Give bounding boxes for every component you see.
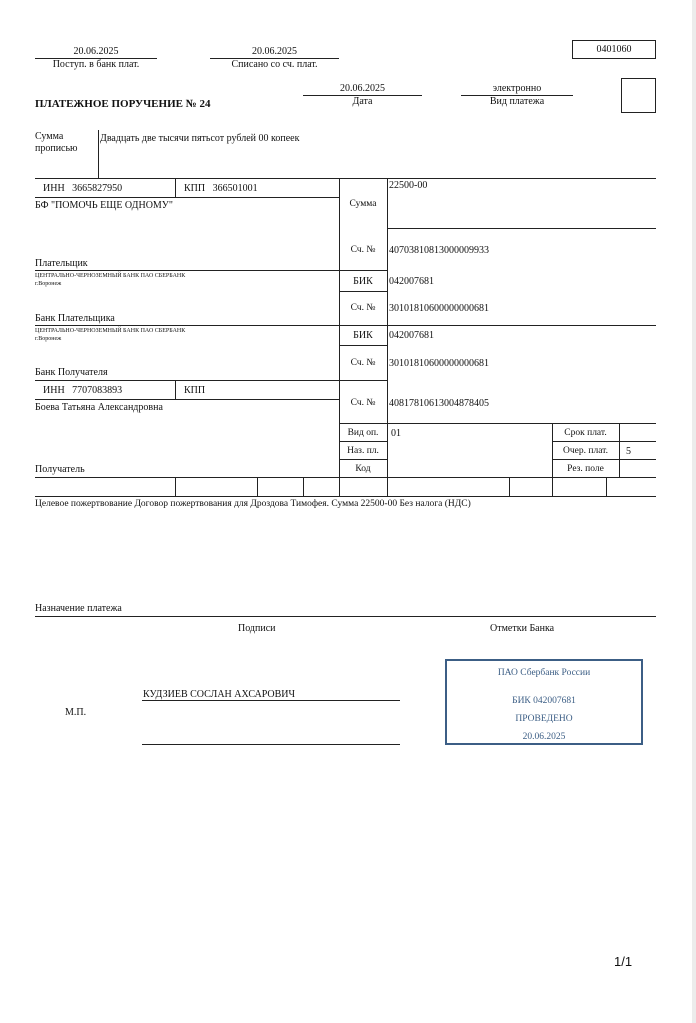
amount-words-divider	[98, 130, 99, 178]
grid-line	[339, 441, 387, 442]
purpose-code-label: Наз. пл.	[347, 446, 379, 456]
recipient-bank-label: Банк Получателя	[35, 367, 108, 378]
payer-name: БФ "ПОМОЧЬ ЕЩЕ ОДНОМУ"	[35, 200, 173, 211]
payer-kpp	[184, 183, 258, 194]
grid-line	[552, 459, 656, 460]
stamp-status: ПРОВЕДЕНО	[515, 714, 573, 724]
document-date: 20.06.2025	[340, 83, 385, 94]
grid-line	[175, 178, 176, 197]
signature-line-2	[142, 744, 400, 745]
payer-kpp-label: КПП	[184, 183, 206, 194]
recipient-inn-value: 7707083893	[72, 385, 123, 396]
form-code-box	[572, 40, 656, 59]
amount-value: 22500-00	[389, 180, 428, 191]
payer-bank-name: ЦЕНТРАЛЬНО-ЧЕРНОЗЕМНЫЙ БАНК ПАО СБЕРБАНК	[35, 273, 186, 279]
recipient-bank-city: г.Воронеж	[35, 336, 62, 342]
payer-inn-value: 3665827950	[72, 183, 123, 194]
grid-line	[35, 270, 387, 271]
payer-label: Плательщик	[35, 258, 88, 269]
amount-label: Сумма	[349, 199, 377, 209]
grid-line	[175, 477, 176, 496]
grid-line	[339, 345, 387, 346]
payer-bank-city: г.Воронеж	[35, 281, 62, 287]
purpose-label: Назначение платежа	[35, 603, 122, 614]
payment-type: электронно	[492, 83, 542, 94]
reserve-label: Рез. поле	[567, 464, 604, 474]
received-label: Поступ. в банк плат.	[52, 59, 140, 70]
payer-kpp-value: 366501001	[212, 183, 258, 194]
priority-value: 5	[626, 446, 631, 457]
code-label: Код	[355, 464, 371, 474]
bank-stamp	[445, 659, 643, 745]
op-type-label: Вид оп.	[347, 428, 379, 438]
bank-mark-box	[621, 78, 656, 113]
grid-line	[303, 477, 304, 496]
op-type-value: 01	[391, 428, 401, 439]
recipient-name: Боева Татьяна Александровна	[35, 402, 163, 413]
grid-line	[509, 477, 510, 496]
grid-line	[619, 423, 620, 477]
grid-line	[339, 291, 387, 292]
signature-line-1	[142, 700, 400, 701]
received-date: 20.06.2025	[73, 46, 119, 57]
page-counter: 1/1	[614, 954, 633, 969]
form-code: 0401060	[596, 44, 632, 55]
purpose-line	[35, 616, 656, 617]
amount-words-label-1: Сумма	[35, 131, 64, 142]
recipient-inn	[43, 385, 122, 396]
payer-account-label: Сч. №	[350, 245, 376, 255]
document-title: ПЛАТЕЖНОЕ ПОРУЧЕНИЕ № 24	[35, 98, 211, 110]
grid-line	[35, 399, 339, 400]
grid-line	[552, 441, 656, 442]
stamp-date: 20.06.2025	[522, 732, 566, 742]
grid-line	[339, 459, 387, 460]
payer-bik-label: БИК	[353, 276, 373, 287]
grid-line	[387, 228, 656, 229]
recipient-bik-value: 042007681	[389, 330, 434, 341]
payer-corr-label: Сч. №	[350, 303, 376, 313]
amount-words-value: Двадцать две тысячи пятьсот рублей 00 копеек	[100, 133, 300, 144]
stamp-bank: ПАО Сбербанк России	[497, 668, 591, 678]
priority-label: Очер. плат.	[563, 446, 608, 456]
signer-name: КУДЗИЕВ СОСЛАН АХСАРОВИЧ	[143, 689, 296, 700]
recipient-inn-label: ИНН	[43, 385, 65, 396]
payment-type-label: Вид платежа	[489, 96, 545, 107]
recipient-corr-value: 30101810600000000681	[389, 358, 489, 369]
grid-line	[175, 380, 176, 399]
recipient-account-label: Сч. №	[350, 398, 376, 408]
payer-bank-label: Банк Плательщика	[35, 313, 115, 324]
stamp-bik: БИК 042007681	[512, 696, 576, 706]
purpose-text: Целевое пожертвование Договор пожертвования для Дроздова Тимофея. Сумма 22500-00 Без налога (НДС)	[35, 499, 471, 509]
grid-line	[35, 496, 656, 497]
amount-words-label-2: прописью	[35, 143, 78, 154]
debited-label: Списано со сч. плат.	[231, 59, 318, 70]
signatures-label: Подписи	[238, 623, 276, 634]
grid-line	[257, 477, 258, 496]
payer-bik-value: 042007681	[389, 276, 434, 287]
debited-date: 20.06.2025	[252, 46, 297, 57]
grid-line	[35, 380, 387, 381]
grid-line	[339, 423, 656, 424]
payer-account-value: 40703810813000009933	[389, 245, 489, 256]
payer-inn-label: ИНН	[43, 183, 65, 194]
grid-line	[606, 477, 607, 496]
recipient-bank-name: ЦЕНТРАЛЬНО-ЧЕРНОЗЕМНЫЙ БАНК ПАО СБЕРБАНК	[35, 328, 186, 334]
term-label: Срок плат.	[564, 428, 607, 438]
bank-marks-label: Отметки Банка	[490, 623, 555, 634]
seal-place-label: М.П.	[65, 707, 87, 718]
recipient-kpp-label: КПП	[184, 385, 206, 396]
grid-line	[387, 178, 388, 496]
document-date-label: Дата	[352, 96, 373, 107]
recipient-label: Получатель	[35, 464, 85, 475]
recipient-account-value: 40817810613004878405	[389, 398, 489, 409]
recipient-corr-label: Сч. №	[350, 358, 376, 368]
grid-line	[35, 197, 339, 198]
grid-line	[35, 325, 656, 326]
grid-line	[35, 178, 656, 179]
payer-corr-value: 30101810600000000681	[389, 303, 489, 314]
grid-line	[35, 477, 656, 478]
recipient-bik-label: БИК	[353, 330, 373, 341]
payer-inn	[43, 183, 122, 194]
